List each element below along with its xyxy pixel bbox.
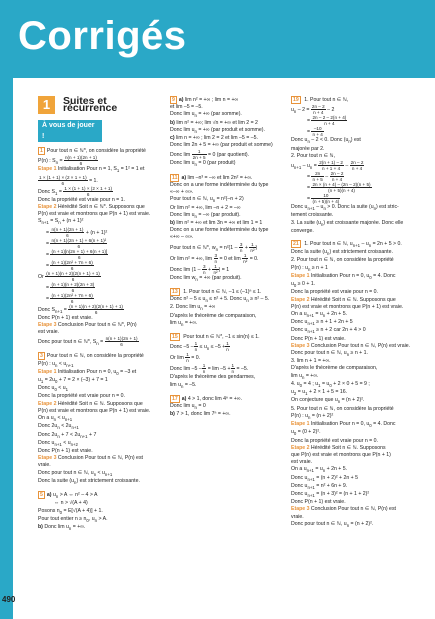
text-line: Donc P(n + 1) est vraie. xyxy=(291,499,346,506)
fraction: $\frac{1}{n}$ xyxy=(186,352,189,364)
fraction: $\frac{1}{n}$ xyxy=(194,341,198,353)
fraction: $\frac{1}{\text{n²}}$ xyxy=(243,252,248,264)
text-line: Or lim n² = +∞, lim –n + 2 = –∞ xyxy=(170,204,241,211)
exercise-5: 5 a) $u_n > A$ ⇔ n² – 4 > A ⇔ n > √(A + 4) Posons $n_0 = E[√(A + 4)] + 1$. Pour tout entier $n \ge n_0$, $u_n > A$. b) Donc $\lim u_n$ = +∞. xyxy=(38,491,158,532)
text-line: = 1² = 1 et xyxy=(119,166,145,173)
step-label: Étape 2 xyxy=(38,400,57,407)
fraction: $\frac{10}{(n + 5)(n + 4)}$ xyxy=(312,193,340,205)
text-line: Donc la propriété est vraie pour n = 0. xyxy=(291,289,378,296)
exercise-number: 15 xyxy=(172,334,178,341)
chapter-heading xyxy=(38,96,158,114)
text-line: Donc S xyxy=(38,188,56,195)
text-line: = 1. xyxy=(87,177,98,184)
column-1 xyxy=(38,96,158,532)
text-line: 2. Pour tout n ∈ ℕ, on considère la propriété xyxy=(291,257,394,264)
fraction: $\frac{\text{(n + 1)(2n² + 7n + 6)}}{6}$ xyxy=(51,259,93,271)
fraction: $\frac{n(n + 1)(2n + 1)}{6}$ xyxy=(64,155,97,167)
text-line: Pour tout n ∈ ℕ*, on considère la propriété xyxy=(46,148,146,154)
fraction: $\frac{1}{\text{n²}}$ xyxy=(213,263,218,275)
text-line: converge. xyxy=(291,227,314,234)
fraction: $\frac{2(n + 1) - 2}{n + 1 + 4}$ xyxy=(319,159,343,171)
step-label: Étape 1 xyxy=(38,166,57,173)
text-line: Donc on a une forme indéterminée du type xyxy=(170,227,269,234)
exercise-number: 11 xyxy=(172,174,178,181)
exercise-3: 3 Pour tout n ∈ ℕ, on considère la propriété P(n) : $u_n < u_{n+1}$ Étape 1 Initialisation Pour n = 0, $u_0 = -3$ et $u_1 = 2u_0 + 7 = 2 \times (-3) + 7 = 1$ Donc $u_0 < u_1$ Donc la propriété est vraie pour n = 0. Étape 2 Hérédité Soit n ∈ ℕ. Supposons que P(n) est vraie et montrons que P(n + 1) est vraie. On a $u_n < u_{n+1}$ Donc $2u_n < 2u_{n+1}$ Donc $2u_n + 7 < 2u_{n+1} + 7$ Donc $u_{n+1} < u_{n+2}$ Donc P(n + 1) est vraie. Étape 3 Conclusion Pour tout n ∈ ℕ, P(n) est vraie. Donc pour tout n ∈ ℕ, $u_n < u_{n+1}$ Donc la suite $(u_n)$ est strictement croissante. xyxy=(38,352,158,486)
text-line: «+∞ – ∞». xyxy=(170,234,194,241)
fraction: $\frac{1}{n}$ xyxy=(202,363,206,375)
fraction: $\frac{3}{n}$ xyxy=(214,252,218,264)
exercise-number: 9 xyxy=(172,97,175,103)
fraction: $\frac{\text{(n + 1)(2n² + 7n + 6)}}{6}$ xyxy=(51,292,93,304)
text-line: P(n) est vraie et montrons que P(n + 1) est vraie. xyxy=(38,211,151,218)
exercise-number: 17 xyxy=(172,395,178,402)
side-bar xyxy=(0,78,16,619)
fraction: $\frac{2n - 2 - 2(n + 4)}{n + 4}$ xyxy=(312,115,347,127)
text-line: Hérédité Soit n ∈ ℕ*. Supposons que xyxy=(56,203,145,210)
exercise-number: 19 xyxy=(293,97,299,103)
fraction: $\frac{2n - 2}{n + 4}$ xyxy=(311,104,325,116)
fraction: $\frac{2n - 2}{n + 4}$ xyxy=(330,171,344,183)
fraction: $\frac{2n - 2}{n + 4}$ xyxy=(350,159,364,171)
fraction: $\frac{\text{n(n + 1)(2n + 1) + 6(n + 1)²}}{6}$ xyxy=(51,237,107,249)
step-label: Étape 3 xyxy=(291,342,310,349)
fraction: $\frac{1}{\text{n²}}$ xyxy=(250,241,255,253)
chapter-header xyxy=(0,0,435,78)
fraction: $\frac{2n}{n + 5}$ xyxy=(312,171,323,183)
column-2 xyxy=(170,96,285,418)
text-line: vraie. xyxy=(38,462,51,469)
exercise-15: 15 Pour tout n ∈ ℕ*, –1 ≤ sin(n) ≤ 1. Donc –5 – $\frac{1}{n}$ ≤ $u_n \le -5$ + $\frac{1}{n}$ Or lim $\frac{1}{n}$ = 0. Donc lim –5 – $\frac{1}{n}$ = lim –5 + $\frac{1}{n}$ = –5. D'après le théorème des gendarmes, $\lim u_n = -5$. xyxy=(170,333,285,390)
chapter-number: 1 xyxy=(38,96,55,114)
fraction: $\frac{1 \times (1 + 1) \times (2 \times 1 + 1)}{6}$ xyxy=(64,185,112,197)
chapter-title: Suites et récurrence xyxy=(62,94,118,114)
step-label: Étape 1 xyxy=(38,368,57,375)
text-line: 3. lim n + 1 = +∞. xyxy=(291,358,331,365)
fraction: $\frac{(n + 1)(n + 2)(2n + 3)}{6}$ xyxy=(51,281,95,293)
text-line: majorée par 2. xyxy=(291,145,325,152)
exercise-13: 13 1. Pour tout n ∈ ℕ, –1 ≤ (–1)ⁿ ≤ 1. Donc $n^2 - 5 \le u_n \le n^2 + 5$. Donc $u_n \ge n^2 - 5$. 2. Donc $\lim u_n$ = +∞ D'après le théorème de comparaison, $\lim u_n$ = +∞. xyxy=(170,288,285,328)
exercise-number: 5 xyxy=(40,492,43,499)
fraction: $\frac{(n + 1)(n + 2)(2(n + 1) + 1)}{6}$ xyxy=(46,270,100,282)
exercise-17: 17 a) 4 > 1, donc lim 4ⁿ = +∞. Donc $\lim u_n = 0$ b) 7 > 1, donc lim 7ⁿ = +∞. xyxy=(170,395,243,418)
text-line: Donc la propriété est vraie pour n = 0. xyxy=(38,393,125,400)
step-label: Étape 2 xyxy=(291,444,310,451)
text-line: Donc lim 2n + 5 = +∞ (par produit et somme) xyxy=(170,142,273,149)
exercise-9: 9 a) lim n² = +∞ ; lim n = +∞ et lim –5 = –5. Donc $\lim u_n$ = +∞ (par somme). b) lim n² = +∞; lim √n = +∞ et lim 2 = 2 Donc $\lim u_n$ = +∞ (par produit et somme). c) lim n = +∞ ; lim 2 = 2 et lim –5 = –5. Donc lim 2n + 5 = +∞ (par produit et somme) Donc lim $\frac{1}{2n + 5}$ = 0 (par quotient). Donc $\lim u_n = 0$ (par produit) xyxy=(170,96,285,169)
step-label: Étape 2 xyxy=(38,203,57,210)
exercise-11: 11 a) lim –n³ = –∞ et lim 2n² = +∞. Donc on a une forme indéterminée du type «–∞ + ∞». Pour tout n ∈ ℕ, $u_n = n^2(-n + 2)$ Or lim n² = +∞, lim –n + 2 = –∞ Donc $\lim u_n$ = –∞ (par produit). b) lim n² = +∞ et lim 3n = +∞ et lim 1 = 1 Donc on a une forme indéterminée du type «+∞ – ∞». Pour tout n ∈ ℕ*, $w_n = n^2(1$ – $\frac{3}{n}$ + $\frac{1}{\text{n²}}$ ) Or lim n² = +∞, lim $\frac{3}{n}$ = 0 et lim $\frac{1}{\text{n²}}$ = 0. Donc lim (1 – $\frac{3}{n}$ + $\frac{1}{\text{n²}}$ ) = 1 Donc $\lim w_n$ = +∞ (par produit). xyxy=(170,174,285,283)
fraction: $\frac{-10}{n + 4}$ xyxy=(312,126,323,138)
text-line: D'après le théorème de comparaison, xyxy=(291,365,378,372)
subscript: n xyxy=(55,160,59,166)
section-banner: À vous de jouer ! xyxy=(38,120,102,142)
step-label: Étape 2 xyxy=(291,296,310,303)
fraction: $\frac{(n + 1)[n(2n + 1) + 6(n + 1)]}{6}$ xyxy=(51,248,108,260)
fraction: $\frac{1}{n}$ xyxy=(231,363,235,375)
text-line: 2. Pour tout n ∈ ℕ, xyxy=(291,152,336,159)
page-title: Corrigés xyxy=(18,14,187,58)
text-line: Donc P(n + 1) est vraie. xyxy=(291,335,346,342)
fraction: $\frac{1}{n}$ xyxy=(226,341,229,353)
text-line: P(n) : S xyxy=(38,158,56,165)
text-line: P(n) est vraie et montrons que P(n + 1) est vraie. xyxy=(291,303,404,310)
exercise-21: 21 1. Pour tout n ∈ ℕ, $u_{n+1} - u_n = 2n + 5 > 0$. Donc la suite $(u_n)$ est strictement croissante. 2. Pour tout n ∈ ℕ, on considère la propriété P(n) : $u_n \ge n + 1$ Étape 1 Initialisation Pour n = 0, $u_0 = 4$. Donc $u_0 \ge 0 + 1$. Donc la propriété est vraie pour n = 0. Étape 2 Hérédité Soit n ∈ ℕ. Supposons que P(n) est vraie et montrons que P(n + 1) est vraie. On a $u_{n+1} = u_n + 2n + 5$. Donc $u_{n+1} \ge n + 1 + 2n + 5$ Donc $u_{n+1} \ge n + 2$ car 2n + 4 > 0 Donc P(n + 1) est vraie. Étape 3 Conclusion Pour tout n ∈ ℕ, P(n) est vraie. Donc pour tout n ∈ ℕ, $u_n \ge n + 1$. 3. lim n + 1 = +∞. D'après le théorème de comparaison, $\lim u_n$ = +∞. 4. $u_0 = 4$ ; $u_1 = u_0 + 2 \times 0 + 5 = 9$ ; $u_2 = u_1 + 2 \times 1 + 5 = 16$. On conjecture que $u_n = (n + 2)^2$. 5. Pour tout n ∈ ℕ, on considère la propriété P(n) : $u_n = (n + 2)^2$ Étape 1 Initialisation Pour n = 0, $u_0 = 4$. Donc $u_0 = (0 + 2)^2$. Donc la propriété est vraie pour n = 0. Étape 2 Hérédité Soit n ∈ ℕ. Supposons que P(n) est vraie et montrons que P(n + 1) est vraie. On a $u_{n+1} = u_n + 2n + 5$. Donc $u_{n+1} = (n + 2)^2 + 2n + 5$ Donc $u_{n+1} = n^2 + 6n + 9$. Donc $u_{n+1} = (n + 3)^2 = (n + 1 + 2)^2$ Donc P(n + 1) est vraie. Étape 3 Conclusion Pour tout n ∈ ℕ, P(n) est vraie. Donc pour tout n ∈ ℕ, $u_n = (n + 2)^2$. xyxy=(291,240,416,529)
text-line: est vraie. xyxy=(38,329,60,336)
fraction: $\frac{2n \times (n + 4) - (2n - 2)(n + 5)}{(n + 5)(n + 4)}$ xyxy=(312,182,371,194)
fraction: $\frac{n(n + 1)(2n + 1)}{6}$ xyxy=(105,336,138,348)
text-line: D'après le théorème des gendarmes, xyxy=(170,374,256,381)
exercise-number: 1 xyxy=(40,148,43,154)
text-line: «–∞ + ∞». xyxy=(170,189,194,196)
text-line: et lim –5 = –5. xyxy=(170,104,203,111)
text-line: Donc P(n + 1) est vraie. xyxy=(38,448,93,455)
exercise-number: 21 xyxy=(293,240,299,247)
text-line: vraie. xyxy=(291,513,304,520)
step-label: Étape 3 xyxy=(38,321,57,328)
text-line: Donc on a une forme indéterminée du type xyxy=(170,181,269,188)
step-label: Étape 3 xyxy=(38,455,57,462)
text-line: que P(n) est vraie et montrons que P(n + 1) xyxy=(291,451,391,458)
text-line: P(n) est vraie et montrons que P(n + 1) est vraie. xyxy=(38,407,151,414)
text-line: Initialisation Pour n = 1, S xyxy=(56,166,117,173)
column-3 xyxy=(291,96,416,529)
fraction: $\frac{1 \times (1 + 1) \times (2 \times 1 + 1)}{6}$ xyxy=(39,174,87,186)
fraction: $\frac{3}{n}$ xyxy=(203,263,206,275)
text-line: ⇔ n > √(A + 4) xyxy=(54,500,88,507)
text-line: D'après le théorème de comparaison, xyxy=(170,312,257,319)
exercise-1: 1 Pour tout n ∈ ℕ*, on considère la propriété P(n) : $S_n$ = $\frac{n(n + 1)(2n + 1)}{6}$ Étape 1 Initialisation Pour n = 1, $S_1 = 1^2 = 1$ et $\frac{1 \times (1 + 1) \times (2 \times 1 + 1)}{6}$ = 1. Donc $S_1$ = $\frac{1 \times (1 + 1) \times (2 \times 1 + 1)}{6}$ Donc la propriété est vraie pour n = 1. Étape 2 Hérédité Soit n ∈ ℕ*. Supposons que P(n) est vraie et montrons que P(n + 1) est vraie. $S_{n+1} = S_n + (n + 1)^2$ = $\frac{n(n + 1)(2n + 1)}{6}$ + (n + 1)² = $\frac{\text{n(n + 1)(2n + 1) + 6(n + 1)²}}{6}$ = $\frac{(n + 1)[n(2n + 1) + 6(n + 1)]}{6}$ = $\frac{\text{(n + 1)(2n² + 7n + 6)}}{6}$ Or $\frac{(n + 1)(n + 2)(2(n + 1) + 1)}{6}$ = $\frac{(n + 1)(n + 2)(2n + 3)}{6}$ = $\frac{\text{(n + 1)(2n² + 7n + 6)}}{6}$ Donc $S_{n+1}$ = $\frac{(n + 1)(n + 2)(2(n + 1) + 1)}{6}$ Donc P(n + 1) est vraie. Étape 3 Conclusion Pour tout n ∈ ℕ*, P(n) est vraie. Donc pour tout n ∈ ℕ*, $S_n$ = $\frac{n(n + 1)(2n + 1)}{6}$ xyxy=(38,147,158,347)
exercise-number: 3 xyxy=(40,353,43,360)
fraction: $\frac{1}{2n + 5}$ xyxy=(192,149,206,161)
text-line: Donc P(n + 1) est vraie. xyxy=(38,314,93,321)
text-line: tement croissante. xyxy=(291,212,334,219)
step-label: Étape 1 xyxy=(291,421,310,428)
step-label: Étape 1 xyxy=(291,272,310,279)
step-label: Étape 3 xyxy=(291,506,310,513)
text-line: Donc la propriété est vraie pour n = 1. xyxy=(38,196,125,203)
text-line: Donc la propriété est vraie pour n = 0. xyxy=(291,437,378,444)
text-line: est vraie. xyxy=(291,459,313,466)
text-line: 5. Pour tout n ∈ ℕ, on considère la propriété xyxy=(291,405,394,412)
exercise-19: 19 1. Pour tout n ∈ ℕ, $u_n - 2$ = $\frac{2n - 2}{n + 4}$ – 2 = $\frac{2n - 2 - 2(n + 4)}{n + 4}$ = $\frac{-10}{n + 4}$ Donc $u_n - 2 < 0$. Donc $(u_n)$ est majorée par 2. 2. Pour tout n ∈ ℕ, $u_{n+1} - u_n$ = $\frac{2(n + 1) - 2}{n + 1 + 4}$ – $\frac{2n - 2}{n + 4}$ = $\frac{2n}{n + 5}$ – $\frac{2n - 2}{n + 4}$ = $\frac{2n \times (n + 4) - (2n - 2)(n + 5)}{(n + 5)(n + 4)}$ = $\frac{10}{(n + 5)(n + 4)}$ Donc $u_{n+1} - u_n > 0$. Donc la suite $(u_n)$ est stric- tement croissante. 3. La suite $(u_n)$ est croissante majorée. Donc elle converge. xyxy=(291,96,416,235)
page-number: 490 xyxy=(2,595,16,604)
fraction: $\frac{n(n + 1)(2n + 1)}{6}$ xyxy=(51,226,84,238)
fraction: $\frac{(n + 1)(n + 2)(2(n + 1) + 1)}{6}$ xyxy=(69,303,123,315)
fraction: $\frac{3}{n}$ xyxy=(239,241,243,253)
text-line: = xyxy=(58,158,63,165)
exercise-number: 13 xyxy=(172,288,178,295)
